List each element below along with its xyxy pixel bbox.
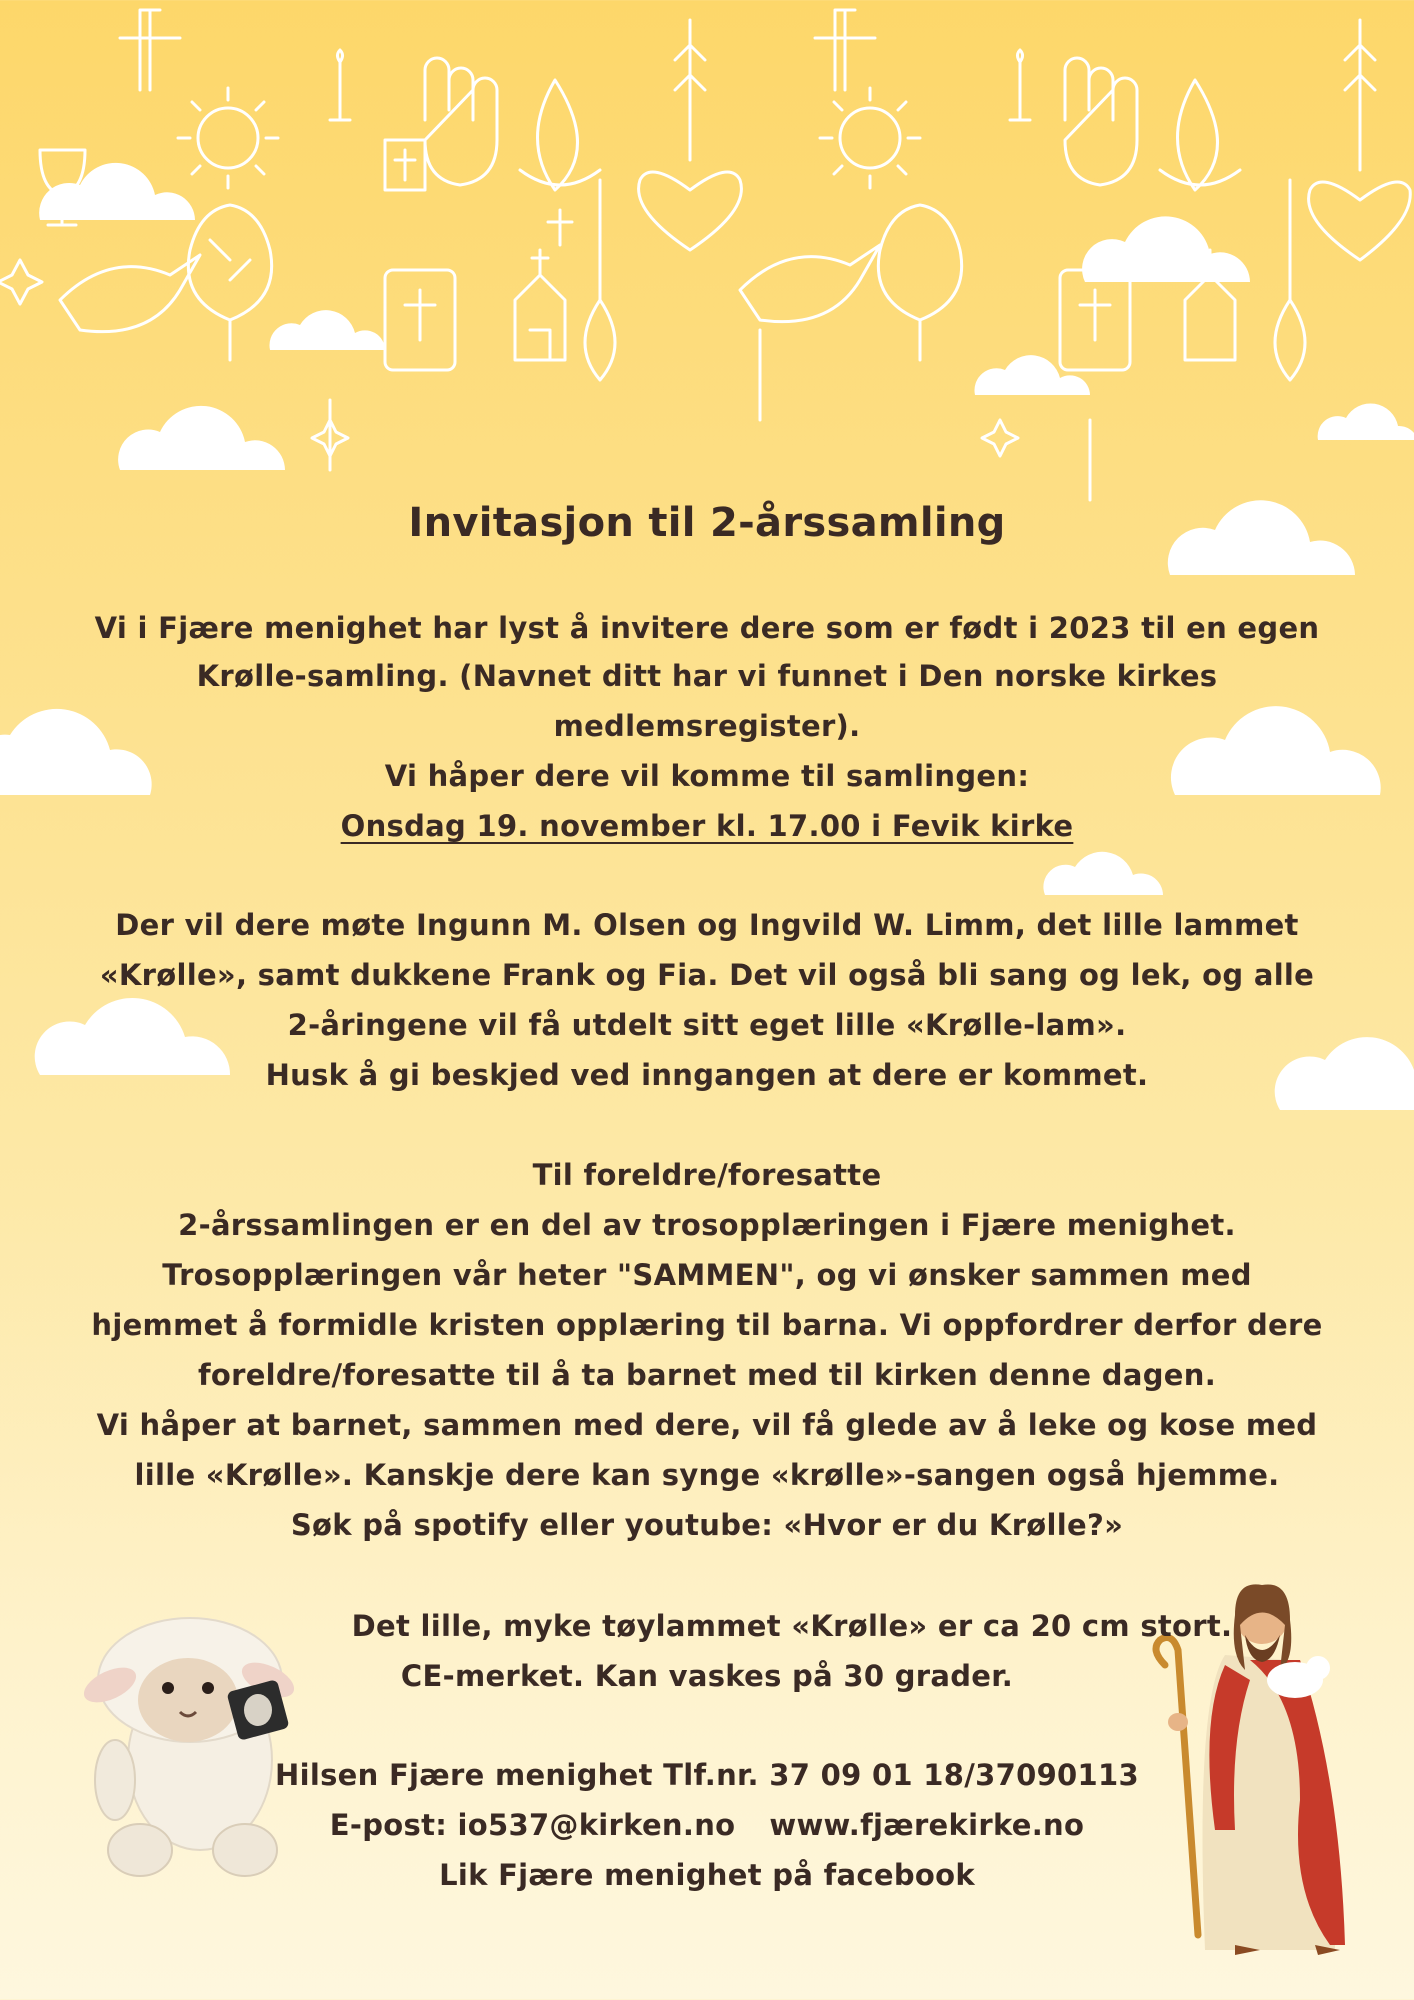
intro-line-2: Krølle-samling. (Navnet ditt har vi funnet i Den norske kirkes [196, 659, 1218, 693]
contact-line: Hilsen Fjære menighet Tlf.nr. 37 09 01 18/37090113 [275, 1758, 1139, 1792]
intro-line-3: medlemsregister). [553, 709, 861, 743]
parents-line-7: Søk på spotify eller youtube: «Hvor er du Krølle?» [290, 1508, 1124, 1542]
meet-line-2: «Krølle», samt dukkene Frank og Fia. Det vil også bli sang og lek, og alle [99, 958, 1315, 992]
page-title: Invitasjon til 2-årssamling [408, 500, 1006, 546]
intro-line-4: Vi håper dere vil komme til samlingen: [384, 759, 1030, 793]
parents-line-3: hjemmet å formidle kristen opplæring til barna. Vi oppfordrer derfor dere [91, 1308, 1323, 1342]
website-link[interactable]: www.fjærekirke.no [769, 1808, 1085, 1842]
lamb-info-line-2: CE-merket. Kan vaskes på 30 grader. [400, 1659, 1014, 1693]
meet-line-1: Der vil dere møte Ingunn M. Olsen og Ingvild W. Limm, det lille lammet [115, 908, 1299, 942]
parents-line-4: foreldre/foresatte til å ta barnet med til kirken denne dagen. [197, 1358, 1217, 1392]
contact-email-web [0, 1807, 1414, 1843]
meet-line-4: Husk å gi beskjed ved inngangen at dere er kommet. [265, 1058, 1149, 1092]
parents-heading: Til foreldre/foresatte [532, 1158, 882, 1192]
email-link[interactable]: E-post: io537@kirken.no [329, 1808, 736, 1842]
meet-line-3: 2-åringene vil få utdelt sitt eget lille «Krølle-lam». [287, 1008, 1127, 1042]
parents-line-2: Trosopplæringen vår heter "SAMMEN", og vi ønsker sammen med [162, 1258, 1252, 1292]
event-details: Onsdag 19. november kl. 17.00 i Fevik kirke [340, 809, 1074, 843]
intro-line-1: Vi i Fjære menighet har lyst å invitere dere som er født i 2023 til en egen [94, 611, 1320, 645]
facebook-line: Lik Fjære menighet på facebook [439, 1858, 975, 1892]
parents-line-1: 2-årssamlingen er en del av trosopplæringen i Fjære menighet. [178, 1208, 1236, 1242]
parents-line-5: Vi håper at barnet, sammen med dere, vil få glede av å leke og kose med [96, 1408, 1318, 1442]
parents-line-6: lille «Krølle». Kanskje dere kan synge «krølle»-sangen også hjemme. [134, 1458, 1280, 1492]
lamb-info-line-1: Det lille, myke tøylammet «Krølle» er ca 20 cm stort. [351, 1609, 1233, 1643]
